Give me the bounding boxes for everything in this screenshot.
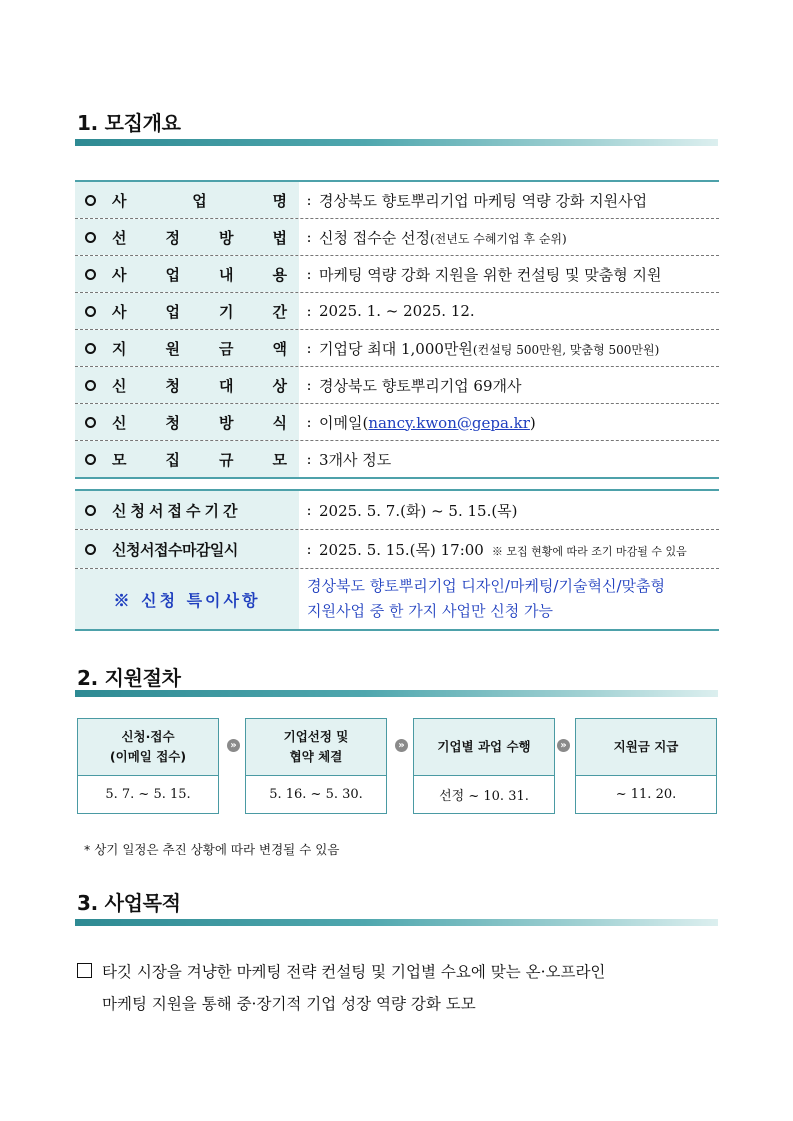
procedure-step: 기업별 과업 수행 선정 ~ 10. 31. (413, 718, 555, 814)
section-divider (75, 919, 718, 926)
row-label: 신 청 대 상 (75, 367, 299, 403)
table-row: 사 업 기 간 : 2025. 1. ~ 2025. 12. (75, 292, 719, 329)
email-link[interactable]: nancy.kwon@gepa.kr (368, 413, 530, 432)
overview-table (75, 180, 719, 479)
section-title-purpose: 3. 사업목적 (77, 891, 181, 915)
procedure-step: 지원금 지급 ~ 11. 20. (575, 718, 717, 814)
circle-bullet-icon (85, 454, 96, 465)
section-title-overview: 1. 모집개요 (77, 111, 181, 135)
circle-bullet-icon (85, 343, 96, 354)
deadline-label: 신청서접수마감일시 (75, 530, 299, 568)
section-divider (75, 139, 718, 146)
table-row: 신 청 방 식 : 이메일(nancy.kwon@gepa.kr) (75, 403, 719, 440)
table-row: 사 업 내 용 : 마케팅 역량 강화 지원을 위한 컨설팅 및 맞춤형 지원 (75, 255, 719, 292)
row-label: 신 청 방 식 (75, 404, 299, 440)
special-notice-row (75, 568, 719, 629)
procedure-flow (75, 718, 719, 814)
special-notice-label: ※ 신청 특이사항 (75, 569, 299, 629)
row-label: 선 정 방 법 (75, 219, 299, 255)
circle-bullet-icon (85, 306, 96, 317)
special-notice-value: 경상북도 향토뿌리기업 디자인/마케팅/기술혁신/맞춤형 지원사업 중 한 가지 사업만 신청 가능 (307, 577, 665, 620)
table-row: 사 업 명 : 경상북도 향토뿌리기업 마케팅 역량 강화 지원사업 (75, 182, 719, 218)
row-value: 3개사 정도 (319, 450, 392, 469)
row-label: 사 업 내 용 (75, 256, 299, 292)
circle-bullet-icon (85, 195, 96, 206)
table-row: 신청서접수기간 : 2025. 5. 7.(화) ~ 5. 15.(목) (75, 491, 719, 529)
row-label: 모 집 규 모 (75, 441, 299, 477)
circle-bullet-icon (85, 505, 96, 516)
section-divider (75, 690, 718, 697)
row-value: 경상북도 향토뿌리기업 마케팅 역량 강화 지원사업 (319, 191, 648, 210)
row-value: 이메일(nancy.kwon@gepa.kr) (319, 413, 536, 432)
deadline-value: 2025. 5. 15.(목) 17:00 ※ 모집 현황에 따라 조기 마감될 수 있음 (319, 540, 687, 559)
arrow-right-icon: » (395, 739, 408, 752)
table-row: 모 집 규 모 : 3개사 정도 (75, 440, 719, 477)
procedure-step: 신청·접수 (이메일 접수) 5. 7. ~ 5. 15. (77, 718, 219, 814)
period-value: 2025. 5. 7.(화) ~ 5. 15.(목) (319, 501, 518, 520)
circle-bullet-icon (85, 417, 96, 428)
circle-bullet-icon (85, 232, 96, 243)
checkbox-square-icon (77, 963, 92, 978)
table-row: 선 정 방 법 : 신청 접수순 선정(전년도 수혜기업 후 순위) (75, 218, 719, 255)
row-label: 사 업 기 간 (75, 293, 299, 329)
purpose-text: 타깃 시장을 겨냥한 마케팅 전략 컨설팅 및 기업별 수요에 맞는 온·오프라인 마케팅 지원을 통해 중·장기적 기업 성장 역량 강화 도모 (77, 956, 722, 1020)
row-value: 경상북도 향토뿌리기업 69개사 (319, 376, 522, 395)
procedure-step: 기업선정 및 협약 체결 5. 16. ~ 5. 30. (245, 718, 387, 814)
row-value: 기업당 최대 1,000만원(컨설팅 500만원, 맞춤형 500만원) (319, 339, 660, 358)
arrow-right-icon: » (227, 739, 240, 752)
row-value: 2025. 1. ~ 2025. 12. (319, 302, 475, 320)
circle-bullet-icon (85, 269, 96, 280)
row-label: 지 원 금 액 (75, 330, 299, 366)
table-row: 신 청 대 상 : 경상북도 향토뿌리기업 69개사 (75, 366, 719, 403)
row-label: 사 업 명 (75, 182, 299, 218)
row-value: 신청 접수순 선정(전년도 수혜기업 후 순위) (319, 228, 567, 247)
table-row: 지 원 금 액 : 기업당 최대 1,000만원(컨설팅 500만원, 맞춤형 500만원) (75, 329, 719, 366)
circle-bullet-icon (85, 544, 96, 555)
circle-bullet-icon (85, 380, 96, 391)
period-label: 신청서접수기간 (75, 491, 299, 529)
section-title-procedure: 2. 지원절차 (77, 666, 181, 690)
table-row: 신청서접수마감일시 : 2025. 5. 15.(목) 17:00 ※ 모집 현황에 따라 조기 마감될 수 있음 (75, 529, 719, 568)
schedule-table (75, 489, 719, 631)
arrow-right-icon: » (557, 739, 570, 752)
row-value: 마케팅 역량 강화 지원을 위한 컨설팅 및 맞춤형 지원 (319, 265, 662, 284)
schedule-footnote: * 상기 일정은 추진 상황에 따라 변경될 수 있음 (84, 842, 340, 857)
